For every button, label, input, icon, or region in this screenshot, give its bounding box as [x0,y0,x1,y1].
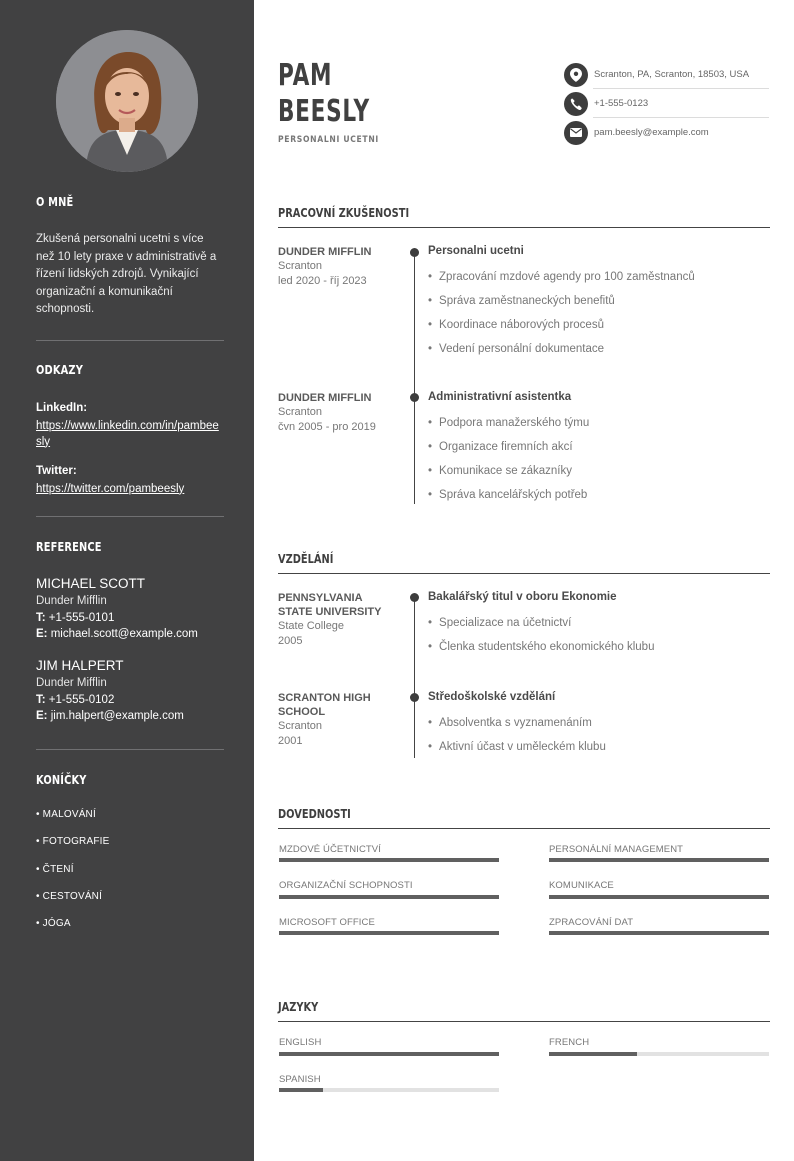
list-item: • Správa kancelářských potřeb [428,489,587,501]
language-bar-fill [279,1052,499,1056]
language-bar [549,1052,769,1056]
references-title: REFERENCE [36,540,102,554]
language-label: SPANISH [279,1074,321,1085]
reference-name: MICHAEL SCOTT [36,576,146,591]
school-year: 2005 [278,635,303,647]
reference-name: JIM HALPERT [36,658,124,673]
list-item: • Aktivní účast v uměleckém klubu [428,741,606,753]
company-location: Scranton [278,260,323,272]
school-location: State College [278,620,345,632]
experience-title: PRACOVNÍ ZKUŠENOSTI [278,206,410,220]
language-label: FRENCH [549,1037,590,1048]
divider [36,340,224,341]
degree-title: Středoškolské vzdělání [428,691,556,703]
address-text: Scranton, PA, Scranton, 18503, USA [594,69,750,80]
reference-phone: T: +1-555-0102 [36,694,115,706]
links-title: ODKAZY [36,363,84,377]
reference-item [36,657,222,725]
twitter-link[interactable]: https://twitter.com/pambeesly [36,482,185,495]
timeline-line [414,598,415,758]
list-item: • Členka studentského ekonomického klubu [428,641,654,653]
phone-icon [564,92,588,116]
timeline-dot [410,693,419,702]
reference-email: E: michael.scott@example.com [36,627,198,640]
link-twitter [36,463,222,497]
skill-label: KOMUNIKACE [549,880,614,891]
list-item: • Vedení personální dokumentace [428,343,604,355]
position-title: Administrativní asistentka [428,391,572,403]
sidebar [0,0,254,1161]
company-name: DUNDER MIFFLIN [278,246,372,258]
languages-title: JAZYKY [278,1000,319,1014]
language-label: ENGLISH [279,1037,322,1048]
skill-bar-fill [279,895,499,899]
list-item: • Zpracování mzdové agendy pro 100 zaměstnanců [428,271,695,283]
section-rule [278,573,770,574]
job-title: PERSONALNI UCETNI [278,135,379,145]
skill-label: MICROSOFT OFFICE [279,917,375,928]
language-bar-fill [279,1088,323,1092]
school-location: Scranton [278,720,323,732]
section-rule [278,828,770,829]
contact-address [564,60,769,89]
skill-label: PERSONÁLNÍ MANAGEMENT [549,844,684,855]
section-rule [278,1021,770,1022]
phone-text: +1-555-0123 [594,98,649,109]
hobby-item: • JÓGA [36,918,71,929]
company-name: DUNDER MIFFLIN [278,392,372,404]
job-dates: čvn 2005 - pro 2019 [278,421,376,433]
divider [36,749,224,750]
position-title: Personalni ucetni [428,245,524,257]
education-title: VZDĚLÁNÍ [278,552,334,566]
divider [36,516,224,517]
about-text: Zkušená personalni ucetni s více než 10 lety praxe v administrativě a řízení lidských zdrojů. Vynikající organizační a komunikační schopnosti. [36,233,217,315]
list-item: • Specializace na účetnictví [428,617,571,629]
skill-label: ORGANIZAČNÍ SCHOPNOSTI [279,880,413,891]
reference-phone: T: +1-555-0101 [36,612,115,624]
skill-label: ZPRACOVÁNÍ DAT [549,917,634,928]
location-pin-icon [564,63,588,87]
skill-bar-fill [549,895,769,899]
degree-title: Bakalářský titul v oboru Ekonomie [428,591,617,603]
link-label: Twitter: [36,465,77,477]
hobby-item: • ČTENÍ [36,864,74,875]
language-bar [279,1052,499,1056]
skill-bar [279,931,499,935]
about-title: O MNĚ [36,195,74,209]
envelope-icon [564,121,588,145]
list-item: • Organizace firemních akcí [428,441,573,453]
reference-company: Dunder Mifflin [36,594,107,607]
timeline-dot [410,248,419,257]
first-name: PAM [278,58,333,93]
hobbies-title: KONÍČKY [36,773,87,787]
last-name: BEESLY [278,94,370,129]
skill-bar-fill [549,858,769,862]
contact-email [564,118,769,147]
profile-photo [56,30,198,172]
skill-bar [549,858,769,862]
link-label: LinkedIn: [36,402,88,414]
timeline-line [414,252,415,504]
reference-item [36,575,222,643]
skill-bar [549,895,769,899]
language-bar [279,1088,499,1092]
job-dates: led 2020 - říj 2023 [278,275,367,287]
list-item: • Komunikace se zákazníky [428,465,572,477]
linkedin-link[interactable]: https://www.linkedin.com/in/pambeesly [36,419,219,448]
language-bar-fill [549,1052,637,1056]
contact-phone [564,89,769,118]
reference-email: E: jim.halpert@example.com [36,709,184,722]
list-item: • Absolventka s vyznamenáním [428,717,592,729]
timeline-dot [410,393,419,402]
section-rule [278,227,770,228]
timeline-dot [410,593,419,602]
school-name: PENNSYLVANIA STATE UNIVERSITY [278,592,382,618]
hobby-item: • MALOVÁNÍ [36,809,96,820]
skill-bar [279,895,499,899]
skill-bar-fill [279,931,499,935]
link-linkedin [36,400,222,450]
skill-bar-fill [279,858,499,862]
list-item: • Správa zaměstnaneckých benefitů [428,295,615,307]
email-text[interactable]: pam.beesly@example.com [594,127,709,138]
reference-company: Dunder Mifflin [36,676,107,689]
list-item: • Koordinace náborových procesů [428,319,604,331]
skill-bar-fill [549,931,769,935]
company-location: Scranton [278,406,323,418]
school-year: 2001 [278,735,303,747]
skills-title: DOVEDNOSTI [278,807,351,821]
avatar [56,30,198,172]
skill-label: MZDOVÉ ÚČETNICTVÍ [279,844,381,855]
list-item: • Podpora manažerského týmu [428,417,589,429]
hobby-item: • CESTOVÁNÍ [36,891,103,902]
skill-bar [279,858,499,862]
hobby-item: • FOTOGRAFIE [36,836,110,847]
skill-bar [549,931,769,935]
school-name: SCRANTON HIGH SCHOOL [278,692,371,718]
